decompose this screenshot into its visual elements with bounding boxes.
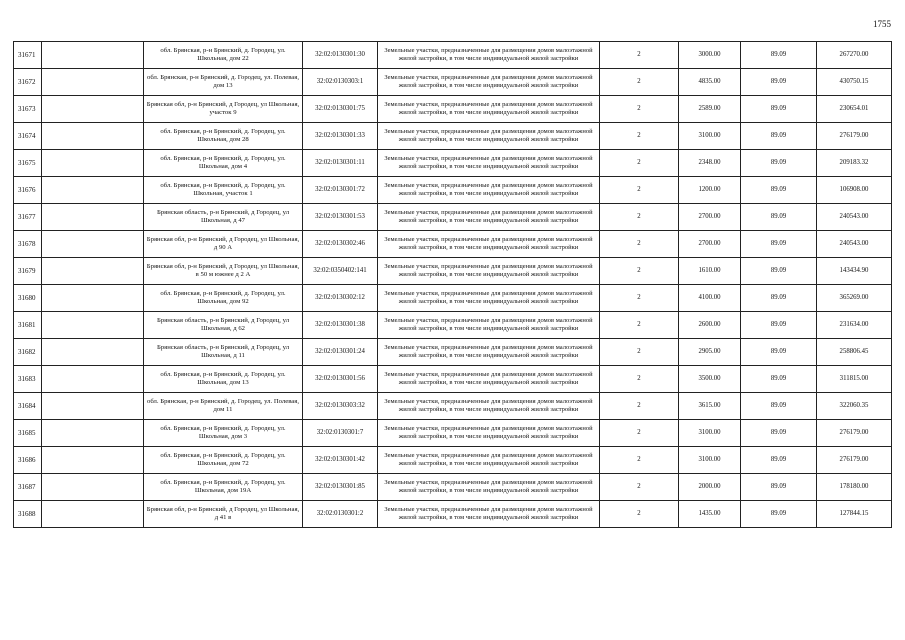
cell-cadastral-number: 32:02:0130302:12	[303, 285, 378, 312]
cell-group: 2	[600, 231, 679, 258]
page-number: 1755	[873, 19, 891, 29]
cell-cadastral-number: 32:02:0350402:141	[303, 258, 378, 285]
cell-empty	[42, 177, 144, 204]
cell-address: обл. Брянская, р-н Брянский, д. Городец, ул. Школьная, дом 22	[144, 42, 303, 69]
table-row	[14, 204, 892, 231]
cell-cadastral-number: 32:02:0130301:56	[303, 366, 378, 393]
cell-cadastral-number: 32:02:0130301:30	[303, 42, 378, 69]
cell-address: Брянская обл, р-н Брянский, д Городец, ул Школьная, д 41 в	[144, 501, 303, 528]
table-row	[14, 231, 892, 258]
cell-cadastral-value: 209183.32	[817, 150, 892, 177]
cell-record-number: 31682	[14, 339, 42, 366]
cell-empty	[42, 42, 144, 69]
cell-group: 2	[600, 69, 679, 96]
cell-permitted-use: Земельные участки, предназначенные для размещения домов малоэтажной жилой застройки, в том числе индивидуальной жилой застройки	[378, 177, 600, 204]
cell-address: Брянская область, р-н Брянский, д Городец, ул Школьная, д 11	[144, 339, 303, 366]
cell-record-number: 31687	[14, 474, 42, 501]
cell-empty	[42, 150, 144, 177]
cell-record-number: 31674	[14, 123, 42, 150]
table-row	[14, 123, 892, 150]
cell-specific-value: 89.09	[741, 501, 817, 528]
table-row	[14, 366, 892, 393]
cell-permitted-use: Земельные участки, предназначенные для размещения домов малоэтажной жилой застройки, в том числе индивидуальной жилой застройки	[378, 312, 600, 339]
table-row	[14, 42, 892, 69]
cell-cadastral-value: 322060.35	[817, 393, 892, 420]
cell-address: обл. Брянская, р-н Брянский, д. Городец, ул. Школьная, дом 13	[144, 366, 303, 393]
cell-specific-value: 89.09	[741, 258, 817, 285]
cell-cadastral-number: 32:02:0130301:7	[303, 420, 378, 447]
cell-permitted-use: Земельные участки, предназначенные для размещения домов малоэтажной жилой застройки, в том числе индивидуальной жилой застройки	[378, 285, 600, 312]
cell-cadastral-value: 230654.01	[817, 96, 892, 123]
cell-cadastral-number: 32:02:0130301:38	[303, 312, 378, 339]
cell-group: 2	[600, 501, 679, 528]
table-row	[14, 96, 892, 123]
cell-address: обл. Брянская, р-н Брянский, д. Городец, ул. Школьная, дом 72	[144, 447, 303, 474]
table-body	[14, 42, 892, 528]
cell-cadastral-number: 32:02:0130303:32	[303, 393, 378, 420]
cell-group: 2	[600, 204, 679, 231]
cell-group: 2	[600, 96, 679, 123]
cell-address: обл. Брянская, р-н Брянский, д. Городец, ул. Полевая, дом 11	[144, 393, 303, 420]
cell-record-number: 31679	[14, 258, 42, 285]
cell-group: 2	[600, 150, 679, 177]
cell-specific-value: 89.09	[741, 177, 817, 204]
cell-specific-value: 89.09	[741, 447, 817, 474]
cell-area: 2589.00	[679, 96, 741, 123]
cell-permitted-use: Земельные участки, предназначенные для размещения домов малоэтажной жилой застройки, в том числе индивидуальной жилой застройки	[378, 123, 600, 150]
cell-cadastral-number: 32:02:0130301:75	[303, 96, 378, 123]
cell-group: 2	[600, 474, 679, 501]
cell-empty	[42, 312, 144, 339]
cell-record-number: 31676	[14, 177, 42, 204]
cell-specific-value: 89.09	[741, 42, 817, 69]
table-row	[14, 339, 892, 366]
cell-area: 2600.00	[679, 312, 741, 339]
cell-permitted-use: Земельные участки, предназначенные для размещения домов малоэтажной жилой застройки, в том числе индивидуальной жилой застройки	[378, 150, 600, 177]
cell-cadastral-value: 276179.00	[817, 447, 892, 474]
cell-address: обл. Брянская, р-н Брянский, д. Городец, ул. Школьная, дом 28	[144, 123, 303, 150]
cell-specific-value: 89.09	[741, 123, 817, 150]
table-row	[14, 393, 892, 420]
cell-address: Брянская обл, р-н Брянский, д Городец, ул Школьная, д 90 А	[144, 231, 303, 258]
cell-area: 3100.00	[679, 123, 741, 150]
cell-cadastral-number: 32:02:0130301:72	[303, 177, 378, 204]
cell-address: обл. Брянская, р-н Брянский, д. Городец, ул. Школьная, дом 3	[144, 420, 303, 447]
cell-area: 4835.00	[679, 69, 741, 96]
cell-record-number: 31684	[14, 393, 42, 420]
cell-cadastral-value: 276179.00	[817, 420, 892, 447]
cell-specific-value: 89.09	[741, 393, 817, 420]
cell-cadastral-value: 276179.00	[817, 123, 892, 150]
cell-cadastral-value: 311815.00	[817, 366, 892, 393]
table-row	[14, 177, 892, 204]
land-registry-table-wrapper	[13, 41, 891, 528]
cell-specific-value: 89.09	[741, 474, 817, 501]
cell-area: 2348.00	[679, 150, 741, 177]
cell-specific-value: 89.09	[741, 204, 817, 231]
cell-cadastral-number: 32:02:0130302:46	[303, 231, 378, 258]
cell-record-number: 31673	[14, 96, 42, 123]
cell-empty	[42, 96, 144, 123]
table-row	[14, 312, 892, 339]
cell-permitted-use: Земельные участки, предназначенные для размещения домов малоэтажной жилой застройки, в том числе индивидуальной жилой застройки	[378, 393, 600, 420]
cell-cadastral-value: 231634.00	[817, 312, 892, 339]
cell-permitted-use: Земельные участки, предназначенные для размещения домов малоэтажной жилой застройки, в том числе индивидуальной жилой застройки	[378, 501, 600, 528]
cell-empty	[42, 339, 144, 366]
cell-record-number: 31677	[14, 204, 42, 231]
cell-empty	[42, 393, 144, 420]
cell-record-number: 31683	[14, 366, 42, 393]
cell-address: Брянская обл, р-н Брянский, д Городец, ул Школьная, участок 9	[144, 96, 303, 123]
cell-group: 2	[600, 177, 679, 204]
cell-specific-value: 89.09	[741, 285, 817, 312]
cell-empty	[42, 447, 144, 474]
cell-group: 2	[600, 420, 679, 447]
cell-specific-value: 89.09	[741, 312, 817, 339]
cell-empty	[42, 285, 144, 312]
cell-permitted-use: Земельные участки, предназначенные для размещения домов малоэтажной жилой застройки, в том числе индивидуальной жилой застройки	[378, 474, 600, 501]
table-row	[14, 258, 892, 285]
table-row	[14, 447, 892, 474]
table-row	[14, 474, 892, 501]
cell-address: обл. Брянская, р-н Брянский, д. Городец, ул. Полевая, дом 13	[144, 69, 303, 96]
cell-area: 4100.00	[679, 285, 741, 312]
cell-specific-value: 89.09	[741, 420, 817, 447]
cell-permitted-use: Земельные участки, предназначенные для размещения домов малоэтажной жилой застройки, в том числе индивидуальной жилой застройки	[378, 420, 600, 447]
cell-empty	[42, 420, 144, 447]
cell-record-number: 31681	[14, 312, 42, 339]
cell-cadastral-number: 32:02:0130301:85	[303, 474, 378, 501]
cell-address: Брянская область, р-н Брянский, д Городец, ул Школьная, д 47	[144, 204, 303, 231]
cell-area: 2905.00	[679, 339, 741, 366]
cell-cadastral-number: 32:02:0130301:11	[303, 150, 378, 177]
cell-address: обл. Брянская, р-н Брянский, д. Городец, ул. Школьная, дом 92	[144, 285, 303, 312]
cell-specific-value: 89.09	[741, 96, 817, 123]
cell-record-number: 31685	[14, 420, 42, 447]
cell-group: 2	[600, 393, 679, 420]
cell-address: обл. Брянская, р-н Брянский, д. Городец, ул. Школьная, участок 1	[144, 177, 303, 204]
cell-empty	[42, 231, 144, 258]
cell-record-number: 31686	[14, 447, 42, 474]
cell-cadastral-number: 32:02:0130301:53	[303, 204, 378, 231]
cell-area: 3100.00	[679, 447, 741, 474]
cell-record-number: 31678	[14, 231, 42, 258]
cell-empty	[42, 204, 144, 231]
cell-area: 3100.00	[679, 420, 741, 447]
cell-permitted-use: Земельные участки, предназначенные для размещения домов малоэтажной жилой застройки, в том числе индивидуальной жилой застройки	[378, 204, 600, 231]
cell-cadastral-value: 106908.00	[817, 177, 892, 204]
cell-cadastral-number: 32:02:0130301:2	[303, 501, 378, 528]
cell-specific-value: 89.09	[741, 366, 817, 393]
cell-empty	[42, 123, 144, 150]
cell-area: 1610.00	[679, 258, 741, 285]
cell-cadastral-value: 240543.00	[817, 231, 892, 258]
table-row	[14, 150, 892, 177]
cell-area: 1200.00	[679, 177, 741, 204]
table-row	[14, 285, 892, 312]
cell-specific-value: 89.09	[741, 150, 817, 177]
cell-area: 3000.00	[679, 42, 741, 69]
cell-address: обл. Брянская, р-н Брянский, д. Городец, ул. Школьная, дом 19А	[144, 474, 303, 501]
cell-group: 2	[600, 447, 679, 474]
cell-permitted-use: Земельные участки, предназначенные для размещения домов малоэтажной жилой застройки, в том числе индивидуальной жилой застройки	[378, 447, 600, 474]
cell-empty	[42, 366, 144, 393]
cell-cadastral-value: 267270.00	[817, 42, 892, 69]
cell-address: Брянская обл, р-н Брянский, д Городец, ул Школьная, в 50 м южнее д 2 А	[144, 258, 303, 285]
cell-address: Брянская область, р-н Брянский, д Городец, ул Школьная, д 62	[144, 312, 303, 339]
table-row	[14, 69, 892, 96]
cell-area: 3615.00	[679, 393, 741, 420]
cell-permitted-use: Земельные участки, предназначенные для размещения домов малоэтажной жилой застройки, в том числе индивидуальной жилой застройки	[378, 96, 600, 123]
cell-cadastral-value: 258806.45	[817, 339, 892, 366]
cell-permitted-use: Земельные участки, предназначенные для размещения домов малоэтажной жилой застройки, в том числе индивидуальной жилой застройки	[378, 231, 600, 258]
cell-record-number: 31671	[14, 42, 42, 69]
cell-cadastral-number: 32:02:0130303:1	[303, 69, 378, 96]
cell-cadastral-number: 32:02:0130301:42	[303, 447, 378, 474]
table-row	[14, 420, 892, 447]
cell-specific-value: 89.09	[741, 339, 817, 366]
cell-area: 2000.00	[679, 474, 741, 501]
cell-permitted-use: Земельные участки, предназначенные для размещения домов малоэтажной жилой застройки, в том числе индивидуальной жилой застройки	[378, 42, 600, 69]
cell-empty	[42, 501, 144, 528]
cell-area: 3500.00	[679, 366, 741, 393]
cell-group: 2	[600, 123, 679, 150]
cell-cadastral-number: 32:02:0130301:33	[303, 123, 378, 150]
cell-cadastral-number: 32:02:0130301:24	[303, 339, 378, 366]
cell-cadastral-value: 240543.00	[817, 204, 892, 231]
cell-cadastral-value: 430750.15	[817, 69, 892, 96]
cell-empty	[42, 474, 144, 501]
cell-record-number: 31672	[14, 69, 42, 96]
cell-specific-value: 89.09	[741, 69, 817, 96]
cell-record-number: 31680	[14, 285, 42, 312]
cell-record-number: 31688	[14, 501, 42, 528]
cell-group: 2	[600, 312, 679, 339]
land-registry-table	[13, 41, 892, 528]
cell-area: 2700.00	[679, 231, 741, 258]
cell-record-number: 31675	[14, 150, 42, 177]
cell-cadastral-value: 127844.15	[817, 501, 892, 528]
cell-cadastral-value: 143434.90	[817, 258, 892, 285]
cell-empty	[42, 69, 144, 96]
cell-group: 2	[600, 42, 679, 69]
cell-address: обл. Брянская, р-н Брянский, д. Городец, ул. Школьная, дом 4	[144, 150, 303, 177]
table-row	[14, 501, 892, 528]
cell-group: 2	[600, 366, 679, 393]
cell-permitted-use: Земельные участки, предназначенные для размещения домов малоэтажной жилой застройки, в том числе индивидуальной жилой застройки	[378, 339, 600, 366]
cell-empty	[42, 258, 144, 285]
cell-cadastral-value: 178180.00	[817, 474, 892, 501]
cell-cadastral-value: 365269.00	[817, 285, 892, 312]
cell-specific-value: 89.09	[741, 231, 817, 258]
cell-group: 2	[600, 339, 679, 366]
cell-area: 1435.00	[679, 501, 741, 528]
cell-area: 2700.00	[679, 204, 741, 231]
cell-permitted-use: Земельные участки, предназначенные для размещения домов малоэтажной жилой застройки, в том числе индивидуальной жилой застройки	[378, 258, 600, 285]
cell-permitted-use: Земельные участки, предназначенные для размещения домов малоэтажной жилой застройки, в том числе индивидуальной жилой застройки	[378, 366, 600, 393]
cell-group: 2	[600, 285, 679, 312]
cell-permitted-use: Земельные участки, предназначенные для размещения домов малоэтажной жилой застройки, в том числе индивидуальной жилой застройки	[378, 69, 600, 96]
cell-group: 2	[600, 258, 679, 285]
